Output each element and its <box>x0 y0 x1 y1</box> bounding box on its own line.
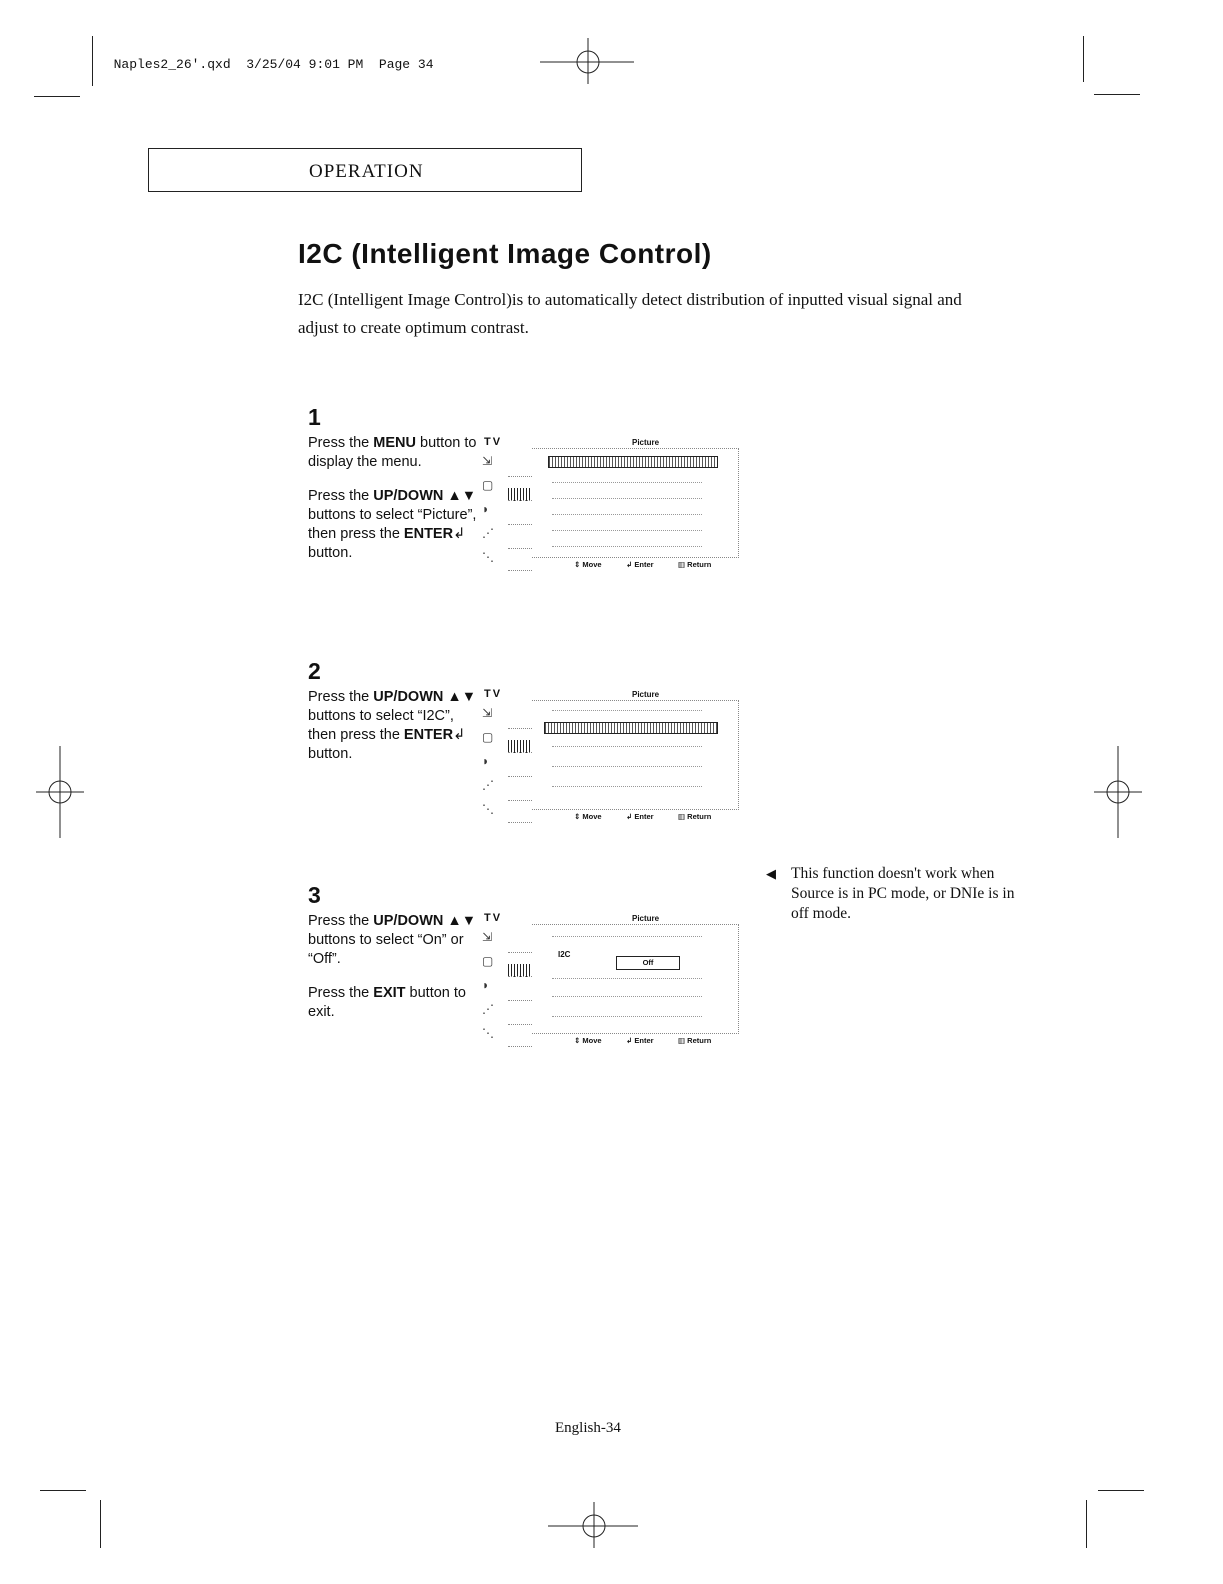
menu-tab <box>508 988 532 1001</box>
step-text: button to exit. <box>308 985 466 1020</box>
step-number: 3 <box>308 882 321 908</box>
step-keyword: UP/DOWN ▲▼ <box>373 488 477 504</box>
menu-tab <box>508 1034 532 1047</box>
slug-page: Page 34 <box>378 57 434 72</box>
registration-mark <box>546 1502 642 1550</box>
step-paragraph <box>308 984 483 1022</box>
menu-row <box>552 936 702 937</box>
step-paragraph <box>308 912 483 969</box>
screen-tv-label: TV <box>484 688 503 700</box>
channel-icon: ⋰ <box>482 526 494 540</box>
menu-row <box>552 996 702 997</box>
step-paragraph <box>308 487 483 563</box>
step-keyword: ENTER <box>403 727 454 743</box>
highlight-bar <box>544 722 718 734</box>
menu-row <box>552 766 702 767</box>
note-text: This function doesn't work when Source is in PC mode, or DNIe is in off mode. <box>791 865 1015 922</box>
crop-mark <box>34 96 80 97</box>
step-text: Press the <box>308 985 374 1001</box>
menu-tab <box>508 512 532 525</box>
menu-icon-column <box>482 450 534 562</box>
input-icon: ⇲ <box>482 706 493 720</box>
screen-category: Picture <box>632 438 660 447</box>
screen-category: Picture <box>632 914 660 923</box>
step-paragraph <box>308 434 483 472</box>
menu-screenshot <box>482 436 742 576</box>
menu-panel <box>532 700 739 810</box>
registration-mark <box>1092 744 1144 840</box>
menu-tab-selected <box>508 488 532 501</box>
menu-tab-selected <box>508 964 532 977</box>
screen-tv-label: TV <box>484 912 503 924</box>
step-text: buttons to select “Picture”, then press the <box>308 507 477 542</box>
step-instructions <box>308 912 483 1037</box>
menu-tab <box>508 536 532 549</box>
note-arrow-icon: ◀ <box>766 866 776 881</box>
menu-row <box>552 482 702 483</box>
menu-tab <box>508 940 532 953</box>
step-text: buttons to select “On” or “Off”. <box>308 932 464 967</box>
step-text: ↲ button. <box>308 526 466 561</box>
registration-mark <box>538 38 638 86</box>
menu-tab-selected <box>508 740 532 753</box>
menu-row <box>552 514 702 515</box>
step-keyword: MENU <box>373 435 416 451</box>
screen-tv-label: TV <box>484 436 503 448</box>
section-header <box>148 148 582 192</box>
step-number: 1 <box>308 404 321 430</box>
step-paragraph <box>308 688 483 764</box>
setup-icon: ⋱ <box>482 802 494 816</box>
crop-mark <box>40 1490 86 1491</box>
input-icon: ⇲ <box>482 454 493 468</box>
step-text: button to display the menu. <box>308 435 477 470</box>
crop-mark <box>100 1500 101 1548</box>
step-text: Press the <box>308 913 374 929</box>
sound-icon: ◗ <box>482 754 490 768</box>
footer-move: ⇕ Move <box>574 812 602 821</box>
print-slug <box>98 42 434 72</box>
step-instructions <box>308 688 483 779</box>
page-number: English-34 <box>555 1420 621 1436</box>
menu-row <box>552 786 702 787</box>
menu-row <box>552 546 702 547</box>
menu-tab <box>508 464 532 477</box>
menu-row <box>552 978 702 979</box>
menu-row <box>552 746 702 747</box>
footer-enter: ↲ Enter <box>626 1036 654 1045</box>
step-text: buttons to select “I2C”, then press the <box>308 708 454 743</box>
menu-panel <box>532 924 739 1034</box>
menu-row <box>552 710 702 711</box>
intro-paragraph: I2C (Intelligent Image Control)is to automatically detect distribution of inputted visual signal and adjust to create optimum contrast. <box>298 290 962 337</box>
crop-mark <box>92 36 93 86</box>
page-title: I2C (Intelligent Image Control) <box>298 238 712 269</box>
step-text: Press the <box>308 435 374 451</box>
setup-icon: ⋱ <box>482 1026 494 1040</box>
crop-mark <box>1086 1500 1087 1548</box>
channel-icon: ⋰ <box>482 1002 494 1016</box>
footer-return: ▥ Return <box>678 812 712 821</box>
footer-return: ▥ Return <box>678 1036 712 1045</box>
menu-tab <box>508 1012 532 1025</box>
footer-enter: ↲ Enter <box>626 812 654 821</box>
slug-date: 3/25/04 <box>246 57 301 72</box>
screen-category: Picture <box>632 690 660 699</box>
menu-screenshot <box>482 912 742 1052</box>
setup-icon: ⋱ <box>482 550 494 564</box>
step-instructions <box>308 434 483 578</box>
picture-icon: ▢ <box>482 954 494 968</box>
crop-mark <box>1083 36 1084 82</box>
menu-tab <box>508 716 532 729</box>
option-off: Off <box>616 956 680 970</box>
menu-row <box>552 1016 702 1017</box>
menu-tab <box>508 810 532 823</box>
crop-mark <box>1094 94 1140 95</box>
picture-icon: ▢ <box>482 478 494 492</box>
menu-tab <box>508 764 532 777</box>
menu-row <box>552 498 702 499</box>
footer-enter: ↲ Enter <box>626 560 654 569</box>
step-text: Press the <box>308 689 374 705</box>
slug-time: 9:01 PM <box>308 57 364 72</box>
crop-mark <box>1098 1490 1144 1491</box>
footer-move: ⇕ Move <box>574 1036 602 1045</box>
picture-icon: ▢ <box>482 730 494 744</box>
highlight-bar <box>548 456 718 468</box>
menu-tab <box>508 788 532 801</box>
step-text: ↲ button. <box>308 727 466 762</box>
i2c-label: I2C <box>558 950 571 959</box>
step-keyword: ENTER <box>403 526 454 542</box>
step-number: 2 <box>308 658 321 684</box>
step-keyword: EXIT <box>373 985 406 1001</box>
registration-mark <box>34 744 86 840</box>
menu-tab <box>508 558 532 571</box>
menu-icon-column <box>482 926 534 1038</box>
input-icon: ⇲ <box>482 930 493 944</box>
menu-icon-column <box>482 702 534 814</box>
menu-screenshot <box>482 688 742 828</box>
step-text: Press the <box>308 488 374 504</box>
section-title: OPERATION <box>309 161 424 182</box>
channel-icon: ⋰ <box>482 778 494 792</box>
step-keyword: UP/DOWN ▲▼ <box>373 689 477 705</box>
sound-icon: ◗ <box>482 978 490 992</box>
menu-row <box>552 530 702 531</box>
step-keyword: UP/DOWN ▲▼ <box>373 913 477 929</box>
slug-file: Naples2_26'.qxd <box>113 57 231 72</box>
footer-move: ⇕ Move <box>574 560 602 569</box>
footer-return: ▥ Return <box>678 560 712 569</box>
sound-icon: ◗ <box>482 502 490 516</box>
